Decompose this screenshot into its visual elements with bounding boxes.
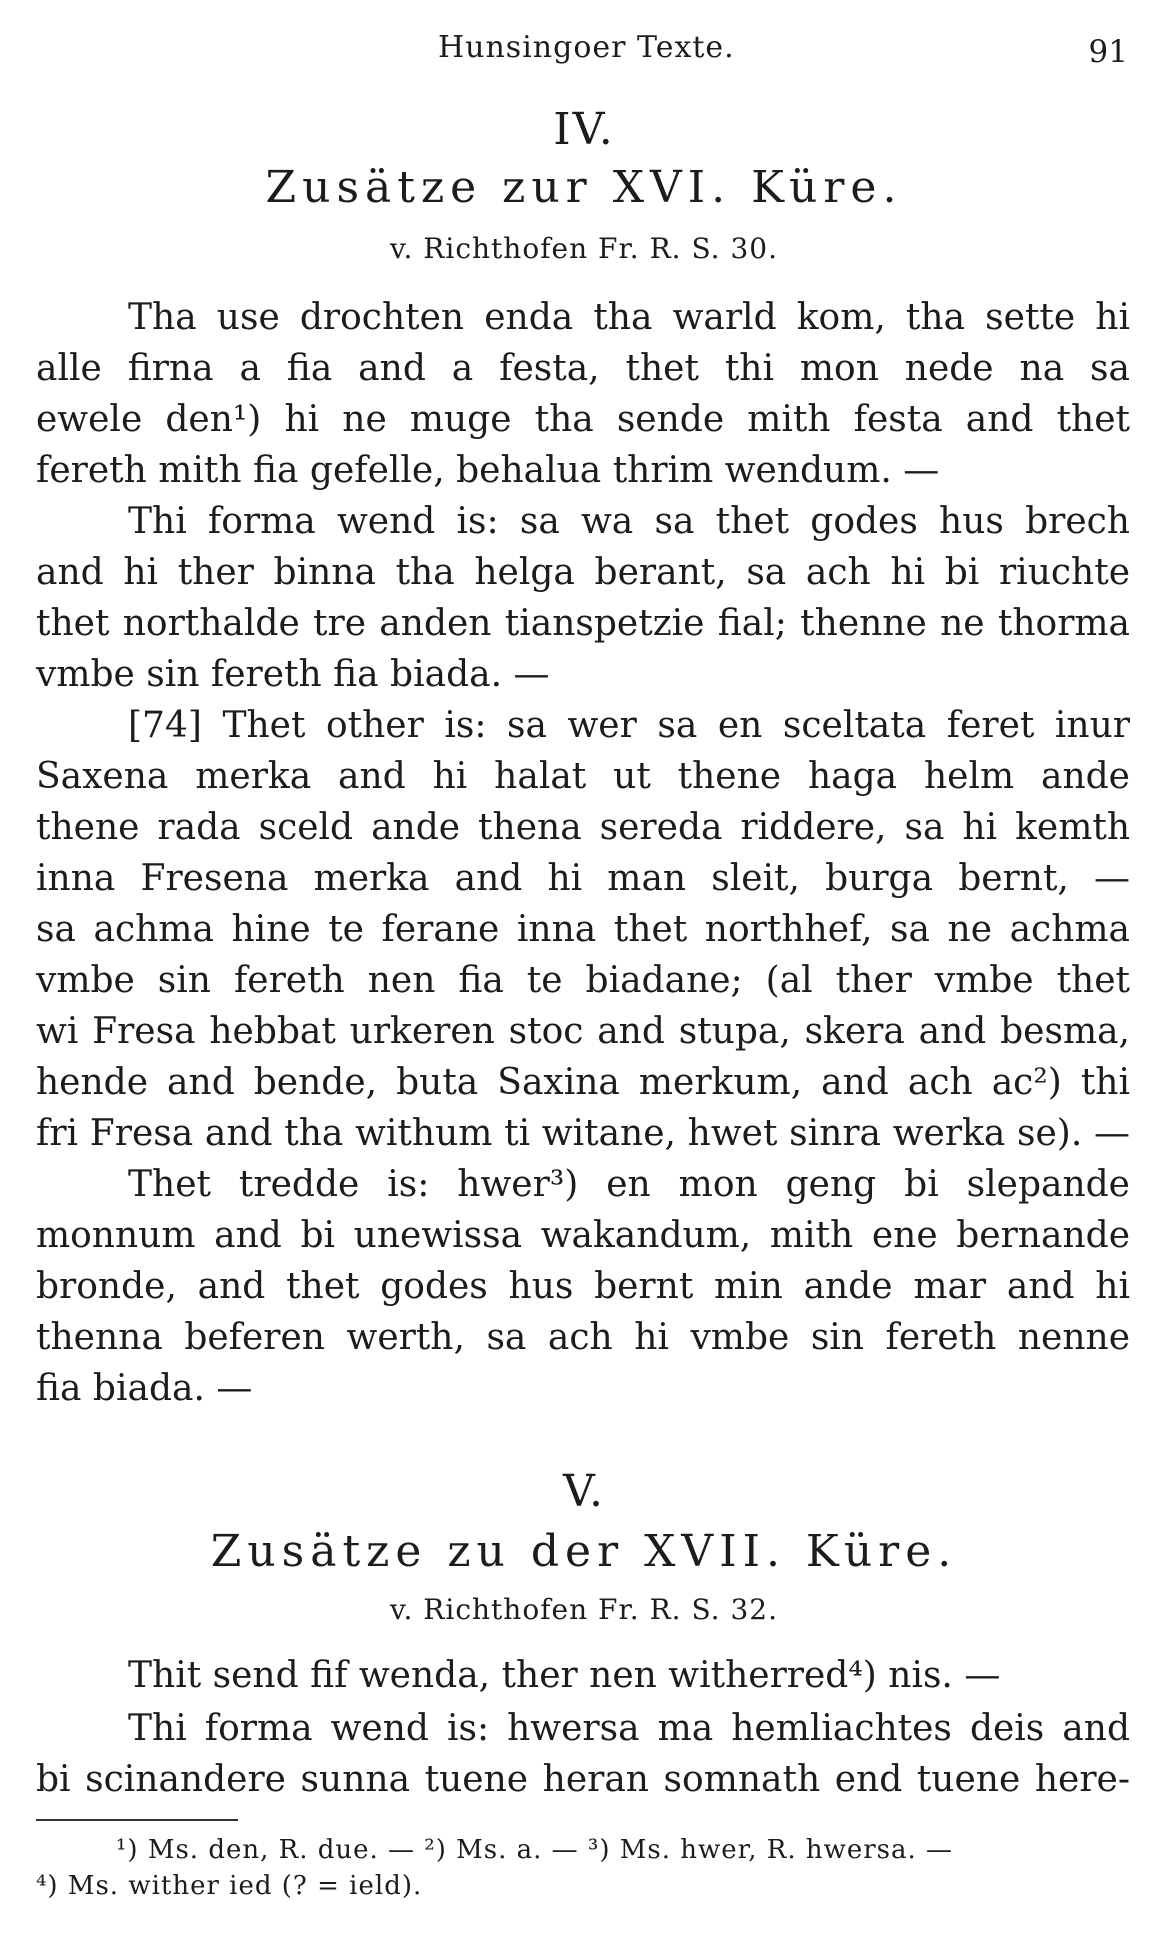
section-numeral: IV.: [553, 104, 615, 155]
text-line: thene rada sceld ande thena sereda riddere, sa hi kemth: [36, 807, 1130, 848]
section-reference: v. Richthofen Fr. R. S. 32.: [390, 1593, 778, 1626]
section-numeral: V.: [562, 1466, 606, 1517]
section-reference: v. Richthofen Fr. R. S. 30.: [390, 232, 778, 265]
running-title: Hunsingoer Texte.: [438, 30, 735, 65]
text-line: thet northalde tre anden tianspetzie fial; thenne ne thorma: [36, 603, 1130, 644]
text-line: Thi forma wend is: hwersa ma hemliachtes deis and: [128, 1708, 1130, 1749]
text-line: vmbe sin fereth nen fia te biadane; (al ther vmbe thet: [36, 960, 1130, 1001]
text-line: hende and bende, buta Saxina merkum, and ach ac²) thi: [36, 1062, 1130, 1103]
text-line: sa achma hine te ferane inna thet northhef, sa ne achma: [36, 909, 1130, 950]
text-line: Saxena merka and hi halat ut thene haga helm ande: [36, 756, 1130, 797]
text-line: vmbe sin fereth fia biada. —: [36, 654, 550, 695]
text-line: ewele den¹) hi ne muge tha sende mith festa and thet: [36, 399, 1130, 440]
footnote-divider: [36, 1819, 238, 1821]
text-line: [74] Thet other is: sa wer sa en sceltata feret inur: [128, 705, 1130, 746]
section-title: Zusätze zur XVI. Küre.: [265, 162, 903, 213]
text-line: and hi ther binna tha helga berant, sa ach hi bi riuchte: [36, 552, 1130, 593]
text-line: Thet tredde is: hwer³) en mon geng bi slepande: [128, 1164, 1130, 1205]
text-line: thenna beferen werth, sa ach hi vmbe sin fereth nenne: [36, 1317, 1130, 1358]
text-line: bronde, and thet godes hus bernt min ande mar and hi: [36, 1266, 1130, 1307]
paragraph: [36, 292, 1130, 496]
running-header: [0, 30, 1168, 70]
page-number: 91: [1088, 34, 1128, 70]
text-line: fia biada. —: [36, 1368, 253, 1409]
text-line: Tha use drochten enda tha warld kom, tha sette hi: [128, 297, 1130, 338]
paragraph: [36, 1650, 1130, 1701]
text-line: bi scinandere sunna tuene heran somnath end tuene here-: [36, 1759, 1130, 1800]
text-line: Thit send fif wenda, ther nen witherred⁴) nis. —: [128, 1655, 1001, 1696]
footnote-line: ¹) Ms. den, R. due. — ²) Ms. a. — ³) Ms. hwer, R. hwersa. —: [116, 1835, 954, 1865]
paragraph: [36, 1703, 1130, 1805]
paragraph: [36, 700, 1130, 1159]
text-line: alle firna a fia and a festa, thet thi mon nede na sa: [36, 348, 1130, 389]
footnotes: [36, 1832, 1130, 1904]
paragraph: [36, 496, 1130, 700]
section-title: Zusätze zu der XVII. Küre.: [210, 1526, 958, 1577]
text-line: fri Fresa and tha withum ti witane, hwet sinra werka se). —: [36, 1113, 1130, 1154]
text-line: inna Fresena merka and hi man sleit, burga bernt, —: [36, 858, 1130, 899]
text-line: monnum and bi unewissa wakandum, mith ene bernande: [36, 1215, 1130, 1256]
text-line: wi Fresa hebbat urkeren stoc and stupa, skera and besma,: [36, 1011, 1130, 1052]
footnote-line: ⁴) Ms. wither ied (? = ield).: [36, 1871, 423, 1901]
paragraph: [36, 1159, 1130, 1414]
text-line: Thi forma wend is: sa wa sa thet godes hus brech: [128, 501, 1130, 542]
text-line: fereth mith fia gefelle, behalua thrim wendum. —: [36, 450, 940, 491]
